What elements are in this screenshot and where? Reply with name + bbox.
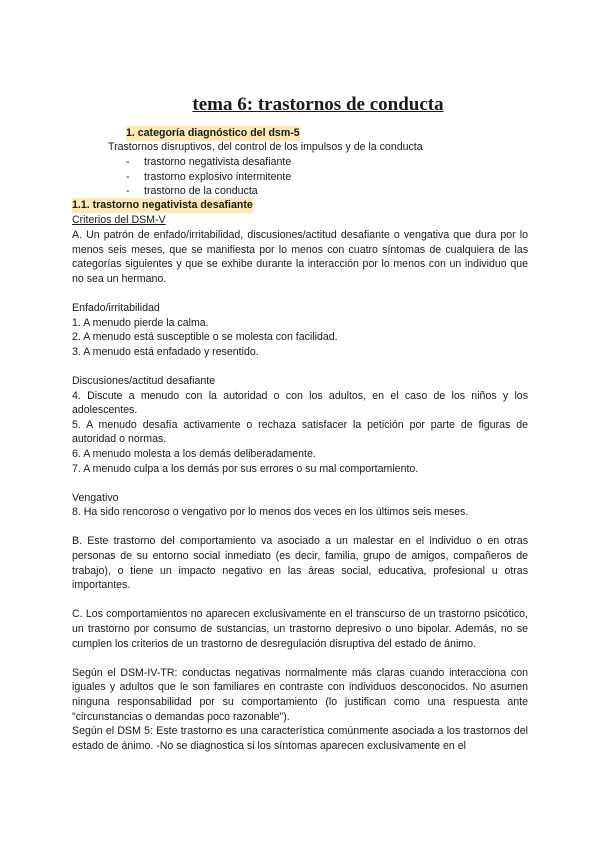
criterion-item: 2. A menudo está susceptible o se molesta con facilidad. (72, 331, 338, 344)
criterion-item: 6. A menudo molesta a los demás deliberadamente. (72, 447, 316, 460)
criterion-item: 7. A menudo culpa a los demás por sus errores o su mal comportamiento. (72, 462, 419, 475)
discusiones-label: Discusiones/actitud desafiante (72, 374, 216, 387)
enfado-label: Enfado/irritabilidad (72, 301, 160, 314)
section-1-subtitle: Trastornos disruptivos, del control de los impulsos y de la conducta (108, 141, 423, 153)
paragraph-a: A. Un patrón de enfado/irritabilidad, discusiones/actitud desafiante o vengativa que dura por lo menos seis meses, que se manifiesta por lo menos con cuatro síntomas de cualquiera de las categorías siguientes y que se exhibe durante la interacción por lo menos con un individuo que no sea un hermano. (72, 229, 528, 285)
criterion-item: 4. Discute a menudo con la autoridad o con los adultos, en el caso de los niños y los adolescentes. (72, 389, 528, 417)
section-1-1-heading: 1.1. trastorno negativista desafiante (72, 199, 253, 211)
criterion-item: 1. A menudo pierde la calma. (72, 316, 209, 329)
list-bullet: - (126, 156, 130, 168)
criterion-item: 3. A menudo está enfadado y resentido. (72, 345, 259, 358)
list-bullet: - (126, 171, 130, 183)
list-item: trastorno negativista desafiante (144, 156, 292, 168)
list-item: trastorno explosivo intermitente (144, 171, 292, 183)
paragraph-b: B. Este trastorno del comportamiento va asociado a un malestar en el individuo o en otras personas de su entorno social inmediato (es decir, familia, grupo de amigos, compañeros de trabajo), o tiene un impacto negativo en las áreas social, educativa, profesional u otras importantes. (72, 535, 528, 592)
criterion-item: 5. A menudo desafía activamente o rechaza satisfacer la petición por parte de figuras de autoridad o normas. (72, 418, 528, 446)
section-1-heading: 1. categoría diagnóstico del dsm-5 (126, 127, 300, 139)
list-item: trastorno de la conducta (144, 185, 258, 197)
dsm-iv-paragraph: Según el DSM-IV-TR: conductas negativas normalmente más claras cuando interacciona con iguales y adultos que le son familiares en contraste con individuos desconocidos. No asumen ninguna responsabilidad por su comportamiento (lo justifican como una respuesta ante "circunstancias o demandas poco razonable"). (72, 666, 528, 723)
criteria-body (72, 228, 528, 753)
vengativo-label: Vengativo (72, 491, 119, 504)
document-title: tema 6: trastornos de conducta (192, 94, 444, 115)
paragraph-c: C. Los comportamientos no aparecen exclusivamente en el transcurso de un trastorno psicótico, un trastorno por consumo de sustancias, un trastorno depresivo o uno bipolar. Además, no se cumplen los criterios de un trastorno de desregulación disruptiva del estado de ánimo. (72, 608, 528, 650)
list-bullet: - (126, 185, 130, 197)
criteria-label: Criterios del DSM-V (72, 214, 166, 226)
criterion-item: 8. Ha sido rencoroso o vengativo por lo menos dos veces en los últimos seis meses. (72, 506, 469, 519)
dsm-5-paragraph: Según el DSM 5: Este trastorno es una característica comúnmente asociada a los trastornos del estado de ánimo. -No se diagnostica si los síntomas aparecen exclusivamente en el (72, 725, 528, 752)
